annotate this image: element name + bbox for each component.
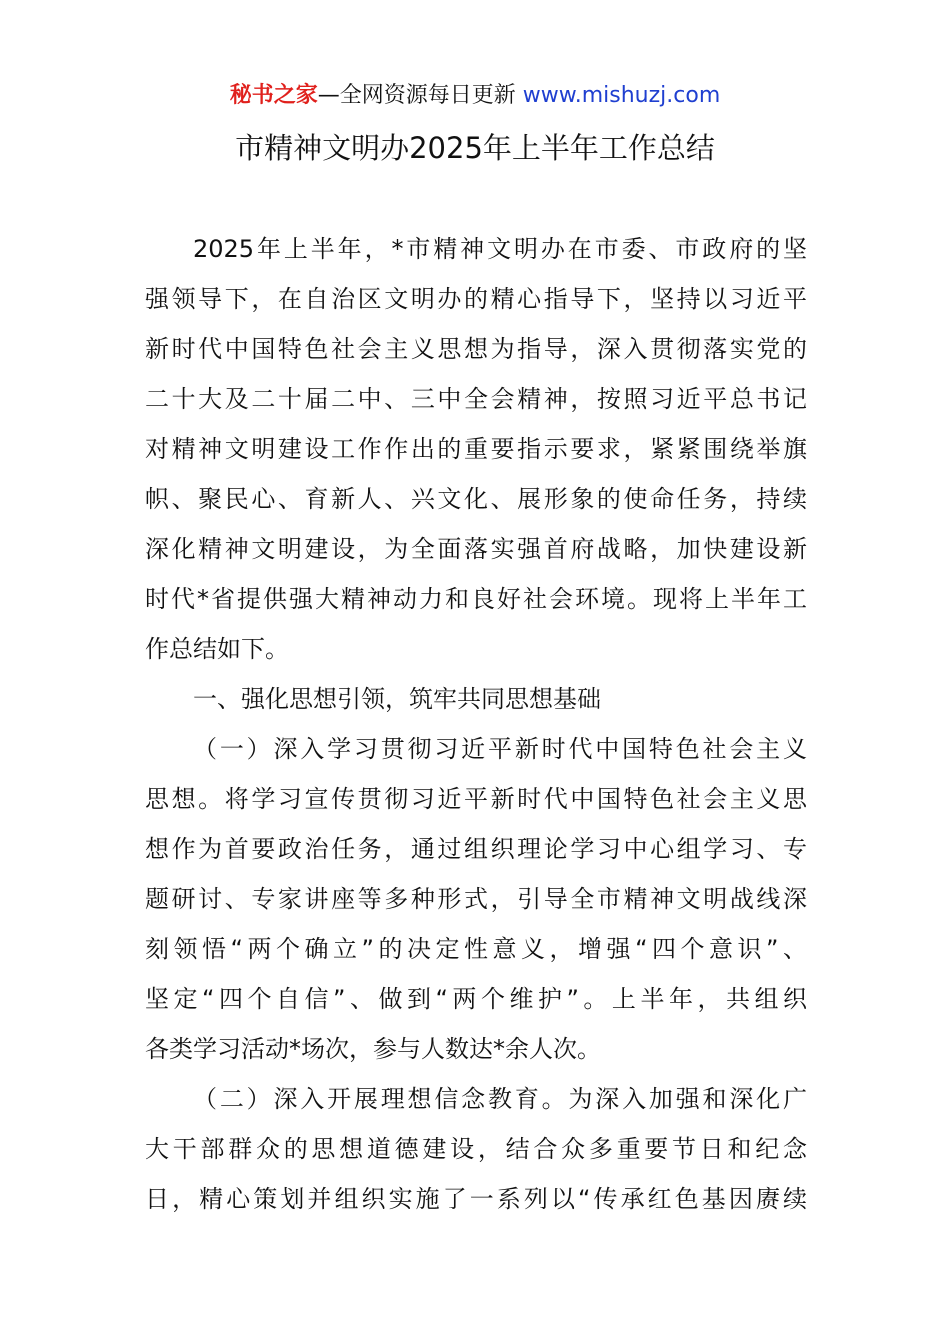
document-body	[145, 224, 807, 1224]
body-line: 题研讨、专家讲座等多种形式，引导全市精神文明战线深	[145, 885, 807, 913]
site-brand: 秘书之家	[229, 83, 318, 108]
body-line: 大干部群众的思想道德建设，结合众多重要节日和纪念	[145, 1135, 807, 1163]
site-banner	[0, 80, 950, 112]
body-line: 新时代中国特色社会主义思想为指导，深入贯彻落实党的	[145, 335, 807, 363]
body-line: 思想。将学习宣传贯彻习近平新时代中国特色社会主义思	[145, 785, 807, 813]
document-title: 市精神文明办2025年上半年工作总结	[235, 131, 715, 165]
site-slogan: —全网资源每日更新	[317, 83, 523, 108]
body-line: 坚定“四个自信”、做到“两个维护”。上半年，共组织	[145, 985, 807, 1013]
body-line: 作总结如下。	[145, 635, 289, 663]
body-line: 二十大及二十届二中、三中全会精神，按照习近平总书记	[145, 385, 807, 413]
body-line: 想作为首要政治任务，通过组织理论学习中心组学习、专	[145, 835, 807, 863]
body-line: 强领导下，在自治区文明办的精心指导下，坚持以习近平	[145, 285, 807, 313]
body-line: 2025年上半年，*市精神文明办在市委、市政府的坚	[193, 235, 807, 263]
site-url-link[interactable]: www.mishuzj.com	[522, 83, 721, 108]
body-line: 刻领悟“两个确立”的决定性意义，增强“四个意识”、	[145, 935, 807, 963]
body-line: 日，精心策划并组织实施了一系列以“传承红色基因赓续	[145, 1185, 807, 1213]
subsection-heading: （一）深入学习贯彻习近平新时代中国特色社会主义	[193, 735, 807, 763]
body-line: 深化精神文明建设，为全面落实强首府战略，加快建设新	[145, 535, 807, 563]
body-line: 对精神文明建设工作作出的重要指示要求，紧紧围绕举旗	[145, 435, 807, 463]
subsection-heading: （二）深入开展理想信念教育。为深入加强和深化广	[193, 1085, 807, 1113]
section-heading: 一、强化思想引领，筑牢共同思想基础	[193, 685, 601, 713]
body-line: 各类学习活动*场次，参与人数达*余人次。	[145, 1035, 601, 1063]
body-line: 时代*省提供强大精神动力和良好社会环境。现将上半年工	[145, 585, 807, 613]
body-line: 帜、聚民心、育新人、兴文化、展形象的使命任务，持续	[145, 485, 807, 513]
